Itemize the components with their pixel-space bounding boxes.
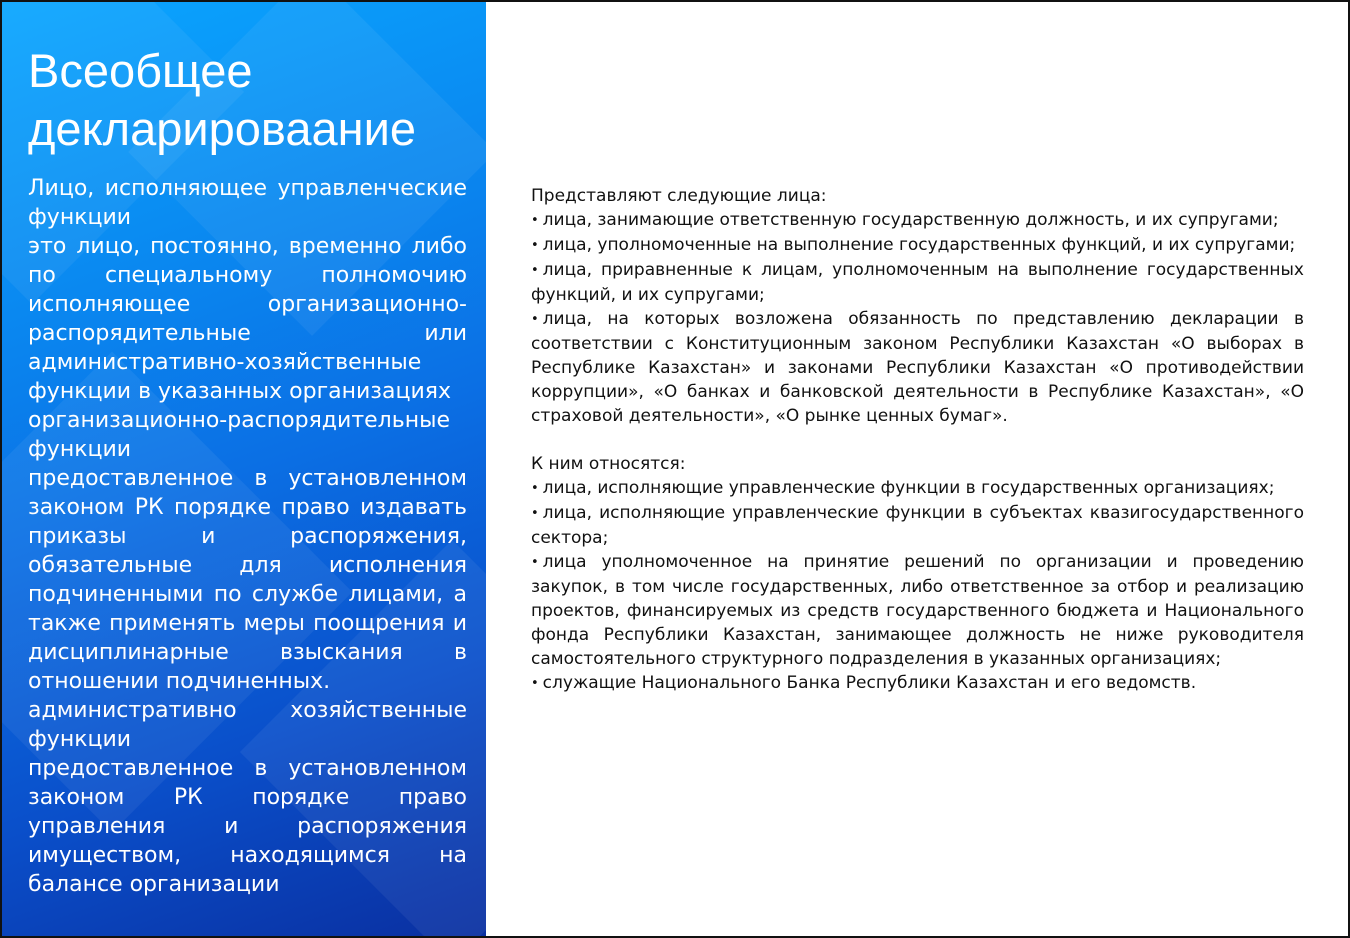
title-line-1: Всеобщее bbox=[28, 44, 253, 97]
list-item-text: лица, приравненные к лицам, уполномоченным на выполнение государственных функций, и их супругами; bbox=[531, 260, 1304, 305]
definition-text: предоставленное в установленном законом РК порядке право издавать приказы и распоряжения, обязательные для исполнения подчиненными по службе лицами, а также применять меры поощрения и дисциплинарные взыскания в отношении подчиненных. bbox=[28, 466, 467, 694]
bullet-icon: • bbox=[531, 213, 539, 228]
definition-term: организационно-распорядительные функции bbox=[28, 408, 450, 462]
list-item bbox=[531, 307, 1304, 428]
list-intro: Представляют следующие лица: bbox=[531, 186, 827, 206]
list-item-text: лица уполномоченное на принятие решений по организации и проведению закупок, в том числе государственных, либо ответственное за отбор и реализацию проектов, финансируемых из средств государственного бюджета и Национального фонда Республики Казахстан, занимающее должность не ниже руководителя самостоятельного структурного подразделения в указанных организациях; bbox=[531, 552, 1304, 669]
title-line-2: декларироваание bbox=[28, 102, 416, 155]
list-item bbox=[531, 501, 1304, 550]
bullet-icon: • bbox=[531, 676, 539, 691]
definition-text: это лицо, постоянно, временно либо по специальному полномочию исполняющее организационно-распорядительные или административно-хозяйственные функции в указанных организациях bbox=[28, 234, 467, 404]
list-item bbox=[531, 233, 1304, 258]
list-item-text: лица, уполномоченные на выполнение государственных функций, и их супругами; bbox=[542, 235, 1296, 255]
bullet-icon: • bbox=[531, 481, 539, 496]
list-item bbox=[531, 671, 1304, 696]
definition-term: административно хозяйственные функции bbox=[28, 698, 467, 752]
list-item bbox=[531, 550, 1304, 671]
declaration-text-block bbox=[531, 184, 1304, 696]
list-item bbox=[531, 258, 1304, 307]
list-item-text: лица, исполняющие управленческие функции в государственных организациях; bbox=[542, 478, 1275, 498]
list-item-text: лица, на которых возложена обязанность по представлению декларации в соответствии с Конституционным законом Республики Казахстан «О выборах в Республике Казахстан» и законами Республики Казахстан «О противодействии коррупции», «О банках и банковской деятельности в Республике Казахстан», «О страховой деятельности», «О рынке ценных бумаг». bbox=[531, 309, 1304, 426]
definitions-block bbox=[28, 174, 467, 899]
bullet-icon: • bbox=[531, 506, 539, 521]
bullet-icon: • bbox=[531, 312, 539, 327]
page-title bbox=[28, 42, 468, 158]
bullet-icon: • bbox=[531, 555, 539, 570]
list-item bbox=[531, 208, 1304, 233]
list-item-text: лица, занимающие ответственную государственную должность, и их супругами; bbox=[542, 210, 1279, 230]
list-item-text: лица, исполняющие управленческие функции в субъектах квазигосударственного сектора; bbox=[531, 503, 1304, 548]
list-item-text: служащие Национального Банка Республики Казахстан и его ведомств. bbox=[542, 673, 1197, 693]
definition-text: предоставленное в установленном законом РК порядке право управления и распоряжения имуществом, находящимся на балансе организации bbox=[28, 756, 467, 897]
bullet-icon: • bbox=[531, 263, 539, 278]
list-item bbox=[531, 476, 1304, 501]
bullet-icon: • bbox=[531, 238, 539, 253]
definition-term: Лицо, исполняющее управленческие функции bbox=[28, 176, 467, 230]
blue-side-panel bbox=[2, 2, 486, 938]
spacer bbox=[531, 428, 1304, 452]
list-intro: К ним относятся: bbox=[531, 454, 686, 474]
